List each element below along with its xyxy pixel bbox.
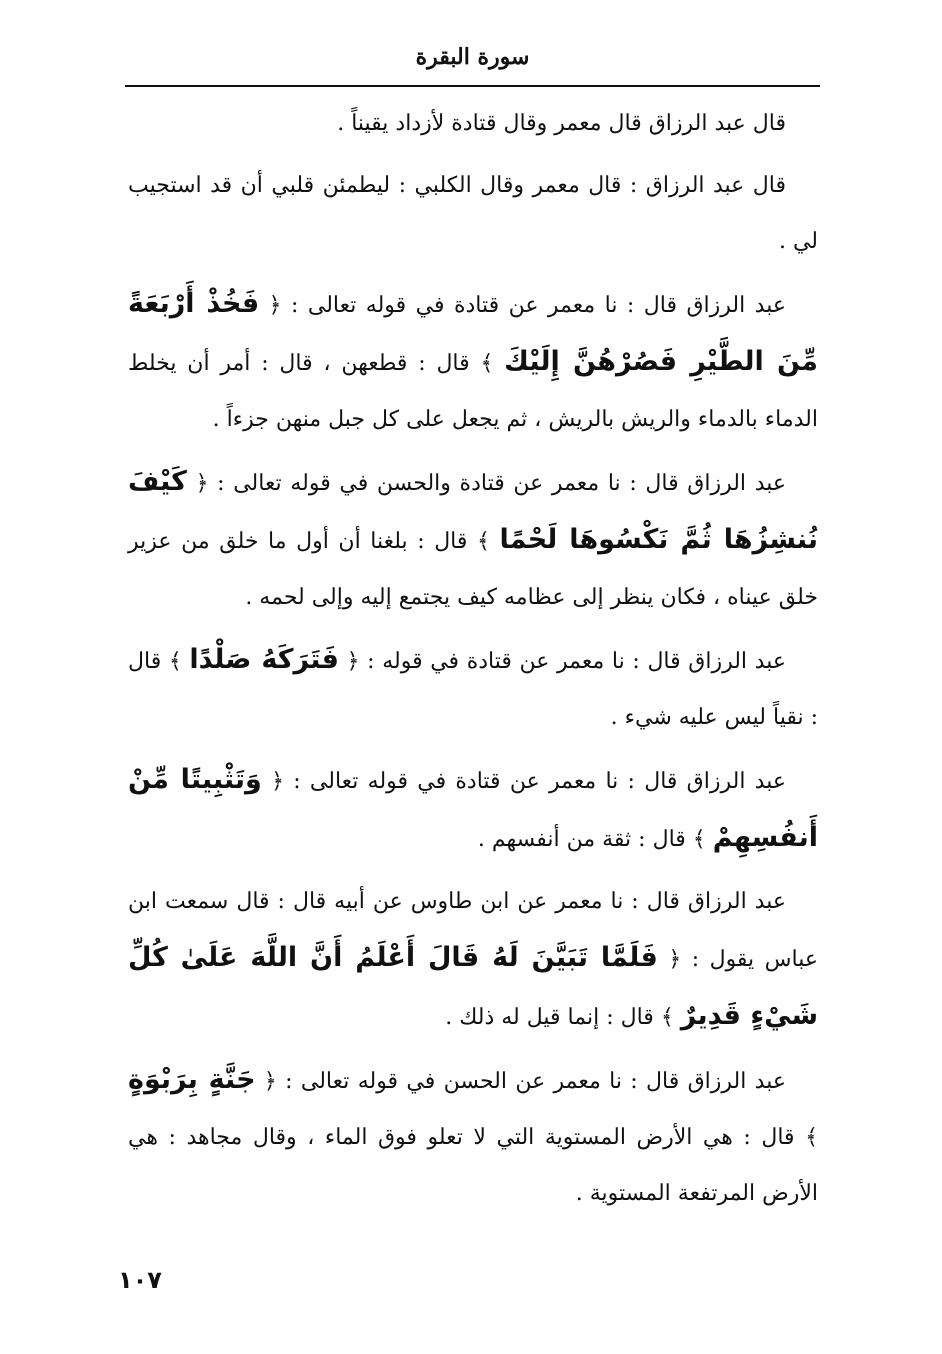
paragraph-5	[128, 632, 818, 746]
ornate-close-bracket: ﴾	[168, 649, 182, 674]
ornate-close-bracket: ﴾	[692, 827, 706, 852]
paragraph-3	[128, 276, 818, 448]
quran-verse: وَتَثْبِيتًا مِّنْ أَنفُسِهِمْ	[128, 764, 818, 853]
ornate-close-bracket: ﴾	[805, 1125, 819, 1150]
quran-verse: فَخُذْ أَرْبَعَةً مِّنَ الطَّيْرِ فَصُرْهُنَّ إِلَيْكَ	[128, 288, 818, 377]
quran-verse: فَلَمَّا تَبَيَّنَ لَهُ قَالَ أَعْلَمُ أَنَّ اللَّهَ عَلَىٰ كُلِّ شَيْءٍ قَدِيرٌ	[128, 942, 818, 1031]
paragraph-lead: عبد الرزاق قال : نا معمر عن قتادة والحسن في قوله تعالى :	[217, 471, 787, 496]
paragraph-6	[128, 752, 818, 868]
page-number: ١٠٧	[118, 1266, 162, 1294]
paragraph-2	[128, 158, 818, 270]
paragraph-lead: عبد الرزاق قال : نا معمر عن الحسن في قوله تعالى :	[285, 1069, 786, 1094]
paragraph-8	[128, 1052, 818, 1222]
ornate-close-bracket: ﴾	[480, 351, 494, 376]
running-header-title: سورة البقرة	[415, 44, 530, 70]
paragraph-lead: عبد الرزاق قال : نا معمر عن ابن طاوس عن أبيه قال : قال سمعت ابن عباس يقول :	[128, 889, 818, 972]
paragraph-text: قال عبد الرزاق : قال معمر وقال الكلبي : ليطمئن قلبي أن قد استجيب لي .	[128, 173, 818, 254]
paragraph-commentary: قال : قطعهن ، قال : أمر أن يخلط الدماء بالدماء والريش بالريش ، ثم يجعل على كل جبل منهن جزءاً .	[128, 351, 818, 432]
ornate-open-bracket: ﴿	[668, 947, 682, 972]
paragraph-commentary: قال : هي الأرض المستوية التي لا تعلو فوق الماء ، وقال مجاهد : هي الأرض المرتفعة المستوية .	[128, 1125, 818, 1206]
paragraph-commentary: قال : بلغنا أن أول ما خلق من عزير خلق عيناه ، فكان ينظر إلى عظامه كيف يجتمع إليه وإلى لحمه .	[128, 529, 818, 610]
ornate-open-bracket: ﴿	[346, 649, 360, 674]
ornate-close-bracket: ﴾	[660, 1005, 674, 1030]
ornate-open-bracket: ﴿	[268, 293, 282, 318]
quran-verse: فَتَرَكَهُ صَلْدًا	[189, 644, 339, 675]
paragraph-commentary: قال : ثقة من أنفسهم .	[477, 827, 686, 852]
paragraph-lead: عبد الرزاق قال : نا معمر عن قتادة في قوله :	[367, 649, 786, 674]
paragraph-1	[128, 96, 818, 152]
ornate-open-bracket: ﴿	[271, 769, 284, 794]
paragraph-commentary: قال : نقياً ليس عليه شيء .	[128, 649, 818, 730]
paragraph-4	[128, 454, 818, 626]
ornate-open-bracket: ﴿	[263, 1069, 277, 1094]
paragraph-7	[128, 874, 818, 1046]
paragraph-lead: عبد الرزاق قال : نا معمر عن قتادة في قوله تعالى :	[290, 293, 786, 318]
ornate-close-bracket: ﴾	[477, 529, 490, 554]
paragraph-lead: عبد الرزاق قال : نا معمر عن قتادة في قوله تعالى :	[293, 769, 786, 794]
quran-verse: كَيْفَ نُنشِزُهَا ثُمَّ نَكْسُوهَا لَحْمًا	[128, 466, 818, 555]
header-rule	[125, 85, 820, 87]
quran-verse: جَنَّةٍ بِرَبْوَةٍ	[128, 1064, 256, 1095]
paragraph-commentary: قال : إنما قيل له ذلك .	[445, 1005, 654, 1030]
page-body	[128, 96, 818, 1228]
ornate-open-bracket: ﴿	[195, 471, 209, 496]
paragraph-text: قال عبد الرزاق قال معمر وقال قتادة لأزداد يقيناً .	[337, 111, 786, 136]
